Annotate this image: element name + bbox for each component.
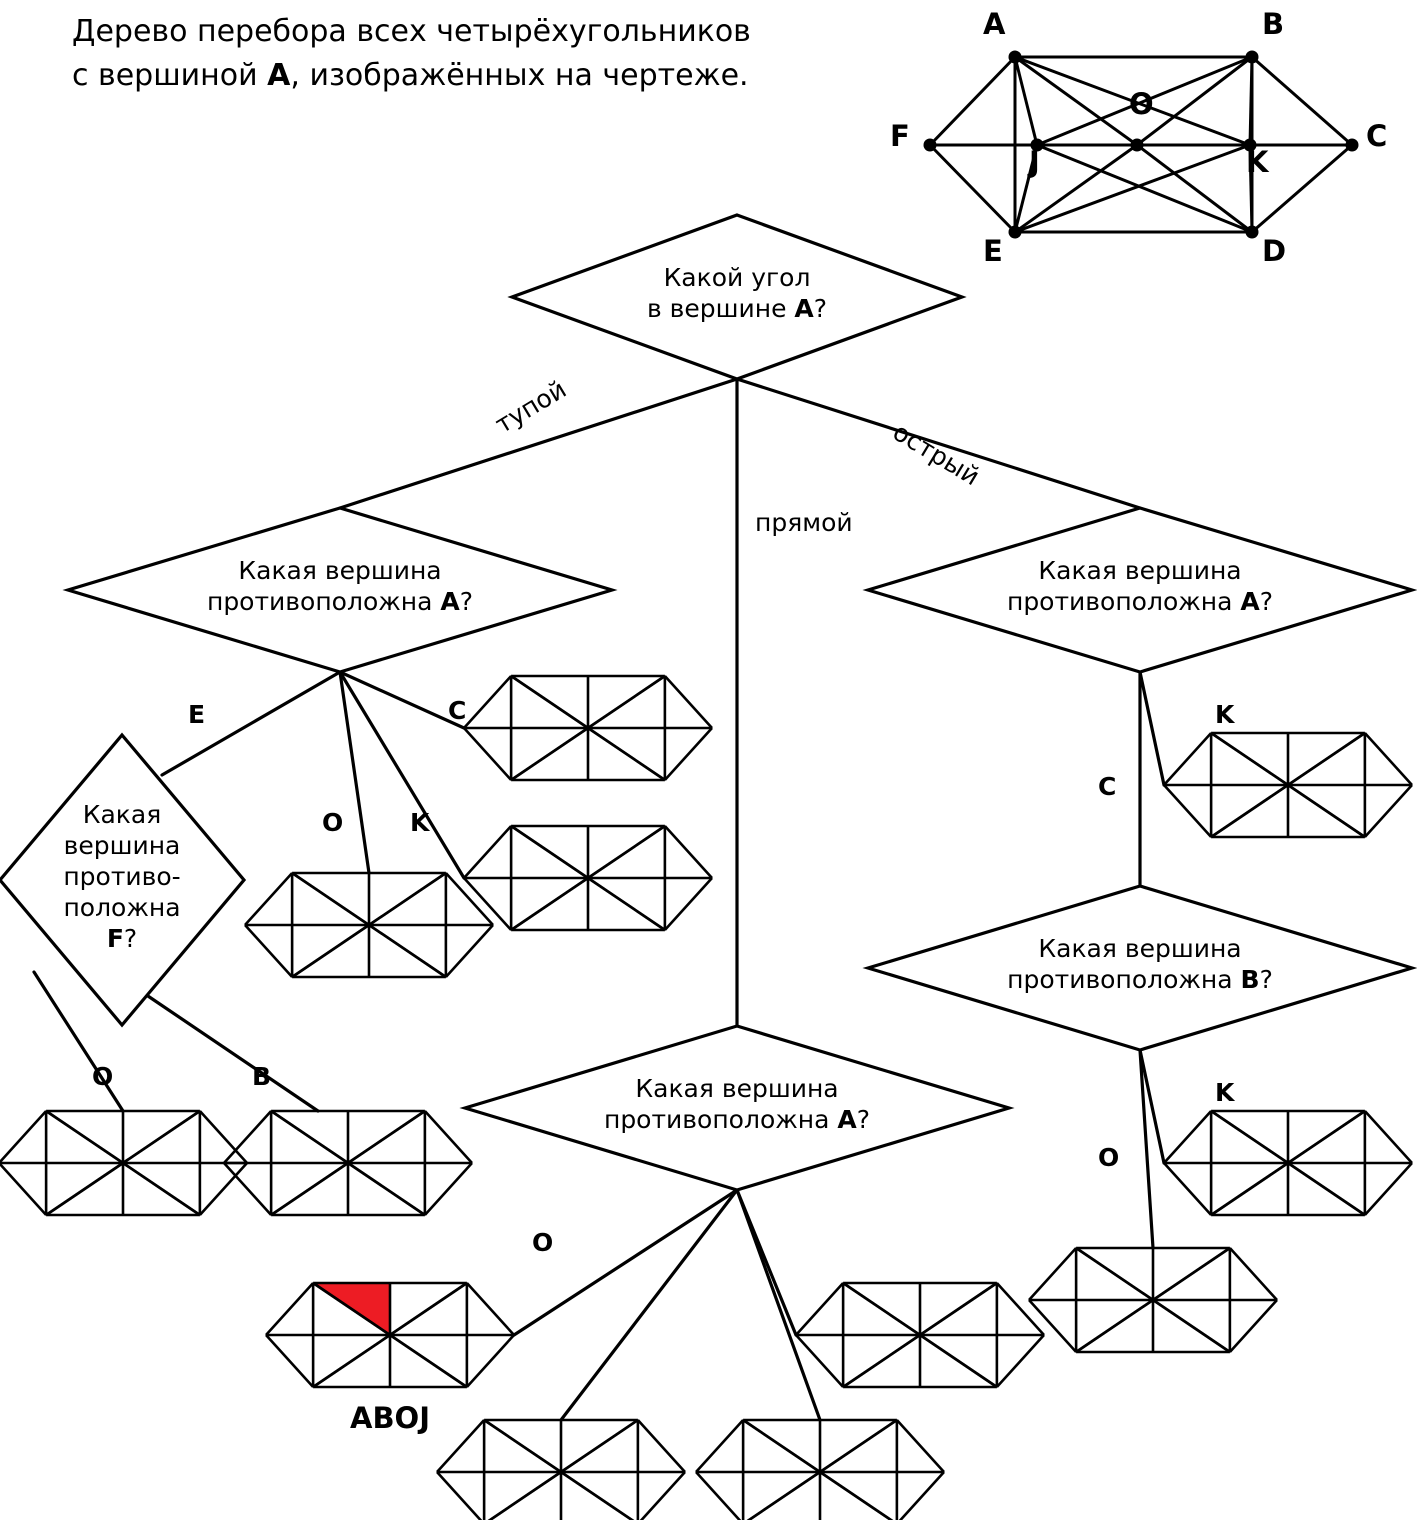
question-opposite-A-acute-line: противоположна A?: [1006, 587, 1274, 616]
leaf-edge: [0, 1163, 46, 1215]
question-opposite-F-line: положна: [63, 892, 181, 922]
leaf-edge: [665, 826, 712, 878]
question-angle-at-A-line: в вершине A?: [646, 294, 828, 323]
edge-label-K-right: K: [1215, 700, 1235, 729]
figure-edge: [1252, 57, 1352, 145]
edge-label-C-right: C: [1098, 772, 1117, 801]
leaf-edge: [0, 1111, 46, 1163]
question-angle-at-A-line: Какой угол: [663, 263, 811, 292]
leaf-edge: [425, 1163, 472, 1215]
leaf-edge: [1164, 733, 1211, 785]
leaf-edge: [1164, 1111, 1211, 1163]
leaf-edge: [696, 1420, 743, 1472]
leaf-edge: [200, 1111, 247, 1163]
connector-line: [340, 672, 369, 873]
leaf-edge: [1365, 733, 1412, 785]
figure-edge: [1137, 57, 1252, 145]
edge-label-K-left: K: [410, 808, 430, 837]
leaf-edge: [665, 676, 712, 728]
figure-vertex-dot: [1131, 139, 1144, 152]
leaf-edge: [437, 1472, 484, 1520]
question-opposite-A-obtuse-line: противоположна A?: [206, 587, 474, 616]
leaf-edge: [467, 1335, 514, 1387]
edge-label-B-f: B: [252, 1062, 272, 1091]
figure-vertex-label-O: O: [1129, 87, 1154, 121]
leaf-edge: [1230, 1248, 1277, 1300]
figure-edge: [930, 57, 1015, 145]
quadrilateral-leaf[interactable]: [796, 1283, 1044, 1387]
leaf-edge: [1164, 1163, 1211, 1215]
quadrilateral-leaf[interactable]: [1164, 733, 1412, 837]
leaf-edge: [1365, 1163, 1412, 1215]
figure-vertex-dot: [1009, 226, 1022, 239]
question-opposite-B-line: противоположна B?: [1007, 965, 1273, 994]
figure-vertex-label-C: C: [1366, 119, 1388, 153]
figure-vertex-label-A: A: [983, 7, 1006, 41]
leaf-edge: [245, 925, 292, 977]
question-opposite-A-acute-line: Какая вершина: [1038, 556, 1242, 585]
leaf-edge: [224, 1163, 271, 1215]
leaf-edge: [446, 873, 493, 925]
title-line-1: Дерево перебора всех четырёхугольников: [72, 14, 751, 49]
figure-vertex-label-F: F: [890, 119, 910, 153]
question-opposite-A-obtuse-line: Какая вершина: [238, 556, 442, 585]
leaf-edge: [224, 1111, 271, 1163]
figure-edge: [1137, 145, 1252, 232]
leaf-edge: [1230, 1300, 1277, 1352]
leaf-edge: [997, 1335, 1044, 1387]
figure-edge: [1037, 145, 1252, 232]
figure-vertex-dot: [924, 139, 937, 152]
reference-drawing: [924, 51, 1359, 239]
leaf-edge: [464, 676, 511, 728]
leaf-edge: [446, 925, 493, 977]
figure-vertex-label-E: E: [983, 234, 1003, 268]
title-line-2: с вершиной A, изображённых на чертеже.: [72, 58, 749, 93]
edge-label-acute: острый: [887, 417, 985, 492]
figure-vertex-dot: [1009, 51, 1022, 64]
leaf-edge: [1029, 1248, 1076, 1300]
figure-vertex-dot: [1246, 226, 1259, 239]
leaf-edge: [796, 1283, 843, 1335]
connector-line: [142, 992, 318, 1111]
question-opposite-F-line: противо-: [63, 861, 181, 891]
quadrilateral-leaf[interactable]: [464, 676, 712, 780]
leaf-edge: [897, 1420, 944, 1472]
edge-label-obtuse: тупой: [490, 374, 572, 440]
connector-line: [340, 672, 467, 878]
question-opposite-F-line: вершина: [63, 830, 181, 860]
figure-vertex-dot: [1246, 51, 1259, 64]
question-opposite-A-right-line: противоположна A?: [603, 1105, 871, 1134]
figure-vertex-label-D: D: [1262, 234, 1287, 268]
question-opposite-B-line: Какая вершина: [1038, 934, 1242, 963]
quadrilateral-leaf[interactable]: [464, 826, 712, 930]
figure-edge: [1250, 57, 1252, 145]
leaf-edge: [638, 1472, 685, 1520]
edge-label-C-left: C: [448, 696, 467, 725]
leaf-edge: [464, 826, 511, 878]
leaf-edge: [266, 1335, 313, 1387]
leaf-edge: [1365, 1111, 1412, 1163]
edge-label-E: E: [188, 700, 206, 729]
leaf-edge: [638, 1420, 685, 1472]
figure-edge: [1015, 145, 1250, 232]
edge-label-O-mid: O: [532, 1228, 554, 1257]
quadrilateral-leaf[interactable]: [0, 1111, 247, 1215]
leaf-edge: [245, 873, 292, 925]
figure-edge: [930, 145, 1015, 232]
quadrilateral-leaf[interactable]: [1164, 1111, 1412, 1215]
quadrilateral-leaf[interactable]: [224, 1111, 472, 1215]
question-opposite-F-line: Какая: [82, 799, 162, 829]
question-opposite-A-right-line: Какая вершина: [635, 1074, 839, 1103]
leaf-edge: [464, 878, 511, 930]
leaf-edge: [897, 1472, 944, 1520]
leaf-edge: [1164, 785, 1211, 837]
connector-line: [1140, 672, 1164, 785]
leaf-caption: ABOJ: [350, 1401, 430, 1435]
leaf-edge: [464, 728, 511, 780]
figure-vertex-label-B: B: [1262, 7, 1285, 41]
quadrilateral-leaf[interactable]: [245, 873, 493, 977]
leaf-edge: [665, 728, 712, 780]
quadrilateral-leaf[interactable]: [1029, 1248, 1277, 1352]
leaf-edge: [696, 1472, 743, 1520]
edge-label-O-left: O: [322, 808, 344, 837]
edge-label-O-f: O: [92, 1062, 114, 1091]
edge-label-O-b: O: [1098, 1143, 1120, 1172]
figure-vertex-label-K: K: [1246, 145, 1269, 179]
connector-line: [737, 1190, 796, 1335]
edge-label-K-b: K: [1215, 1078, 1235, 1107]
figure-vertex-dot: [1346, 139, 1359, 152]
question-opposite-F-line: F?: [106, 923, 138, 953]
connector-line: [561, 1190, 737, 1420]
leaf-edge: [1365, 785, 1412, 837]
leaf-edge: [665, 878, 712, 930]
leaf-edge: [266, 1283, 313, 1335]
leaf-edge: [467, 1283, 514, 1335]
leaf-edge: [200, 1163, 247, 1215]
edge-label-right: прямой: [755, 508, 853, 537]
quadrilateral-leaf-ABOJ[interactable]: [266, 1283, 514, 1387]
connector-line: [514, 1190, 737, 1335]
figure-vertex-label-J: J: [1029, 145, 1040, 179]
leaf-edge: [796, 1335, 843, 1387]
quadrilateral-leaf[interactable]: [696, 1420, 944, 1520]
